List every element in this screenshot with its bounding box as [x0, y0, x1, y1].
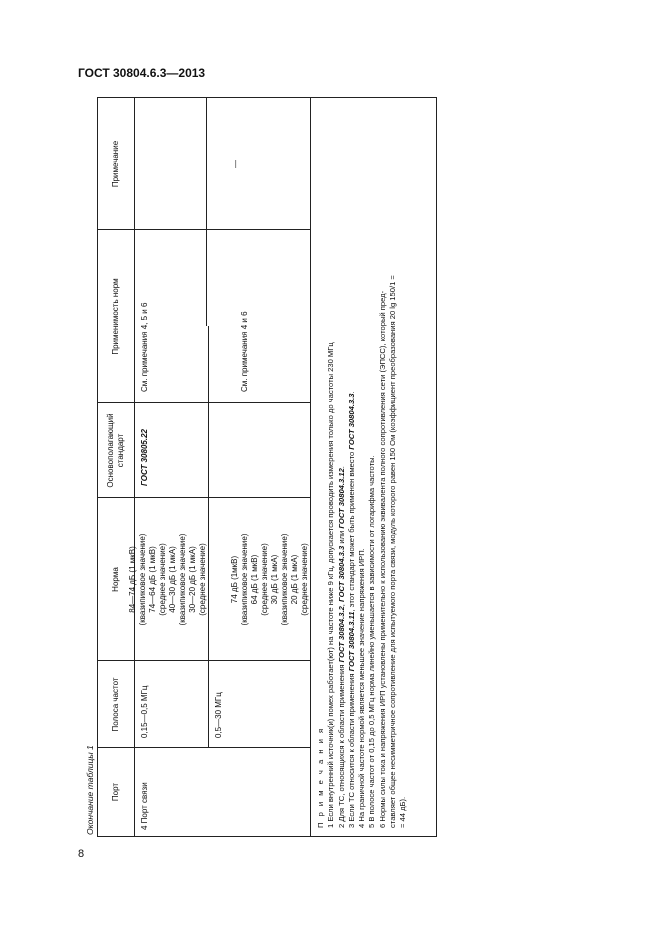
note-3: 3 Если ТС относится к области применения ГОСТ 30804.3.11, этот стандарт может быть применен вместо ГОСТ 30804.3.3.	[346, 391, 356, 828]
note-2: 2 Для ТС, относящихся к области применения ГОСТ 30804.3.2, ГОСТ 30804.3.3 или ГОСТ 30804.3.12.	[336, 466, 346, 828]
table-continuation-caption: Окончание таблицы 1	[85, 745, 95, 835]
cell-norm-1: 84—74 дБ (1 мкВ) (квазипиковое значение) 74—64 дБ (1 мкВ) (среднее значение) 40—30 дБ (1 мкА) (квазипиковое значение) 30—20 дБ (1 мкА) (среднее значение)	[128, 533, 207, 626]
col-header-port: Порт	[111, 782, 120, 802]
notes-title: П р и м е ч а н и я	[316, 726, 325, 828]
cell-remark: —	[231, 160, 240, 168]
cell-band-1: 0,15—0,5 МГц	[140, 685, 149, 738]
note-6-line-1: 6 Нормы силы тока и напряжения ИРП установлены применительно к использованию эквивалента полного сопротивления сети (ЭПСС), который пред-	[377, 290, 387, 828]
cell-applicability-2: См. примечания 4 и 6	[240, 311, 249, 392]
cell-port: 4 Порт связи	[140, 782, 149, 830]
row-separator-applicability	[206, 98, 207, 326]
col-header-standard: Основополагающий стандарт	[106, 413, 125, 488]
row-separator-norm	[208, 326, 209, 748]
table-notes	[316, 100, 409, 828]
notes-separator	[310, 98, 311, 836]
col-header-remark: Примечание	[111, 140, 120, 188]
cell-applicability-1: См. примечания 4, 5 и 6	[140, 302, 149, 392]
rotated-table-page	[85, 97, 465, 837]
col-header-norm: Норма	[111, 567, 120, 592]
header-separator	[134, 98, 135, 836]
cell-band-2: 0,5—30 МГц	[214, 692, 223, 738]
col-header-applicability: Применимость норм	[111, 278, 120, 355]
note-1: 1 Если внутренний источник(и) помех работает(ют) на частоте ниже 9 кГц, допускается проводить измерения только до частоты 230 МГц	[326, 342, 336, 828]
note-4: 4 На граничной частоте нормой является меньшее значение напряжения ИРП.	[357, 548, 367, 828]
note-6-line-3: = 44 дБ).	[398, 796, 408, 828]
cell-standard: ГОСТ 30805.22	[140, 429, 149, 486]
document-header: ГОСТ 30804.6.3—2013	[78, 66, 206, 80]
emission-limits-table	[97, 97, 437, 837]
page-number: 8	[78, 848, 85, 860]
note-6-line-2: ставляет общее несимметричное сопротивление для испытуемого порта связи, модуль которого равен 150 Ом (коэффициент преобразования 20 lg 150/1 =	[388, 275, 398, 828]
col-header-band: Полоса частот	[111, 677, 120, 732]
note-5: 5 В полосе частот от 0,15 до 0,5 МГц норма линейно уменьшается в зависимости от логарифма частоты.	[367, 455, 377, 828]
cell-norm-2: 74 дБ (1мкВ) (квазипиковое значение) 64 дБ (1 мкВ) (среднее значение) 30 дБ (1 мкА) (квазипиковое значение) 20 дБ (1 мкА) (среднее значение)	[230, 533, 309, 626]
